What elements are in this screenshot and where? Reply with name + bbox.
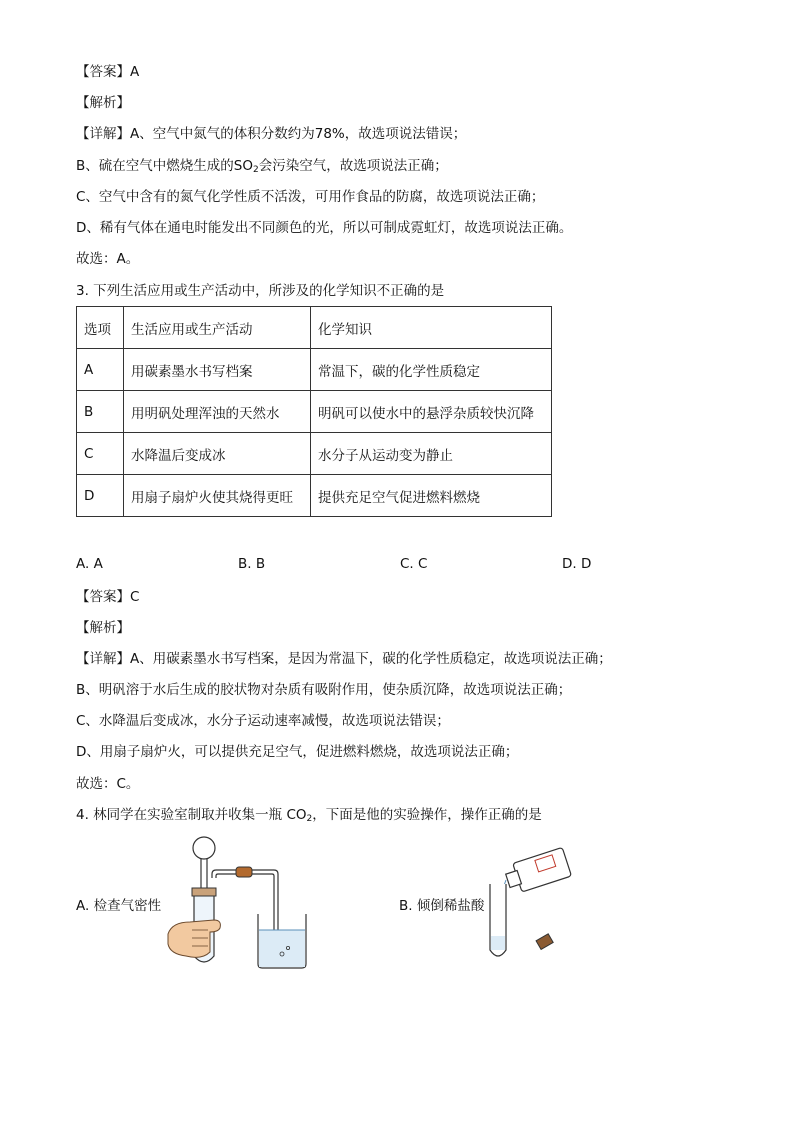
detail-line-d: D、稀有气体在通电时能发出不同颜色的光，所以可制成霓虹灯，故选项说法正确。 (76, 220, 573, 236)
analysis-heading: 【解析】 (76, 95, 130, 111)
question-3-stem: 3. 下列生活应用或生产活动中，所涉及的化学知识不正确的是 (76, 283, 445, 299)
table-cell: A (77, 349, 124, 391)
detail-label: 【详解】 (76, 126, 130, 142)
choice-a[interactable]: A. A (76, 556, 103, 572)
table-row (77, 475, 552, 517)
option-b-label[interactable]: B. 倾倒稀盐酸 (399, 898, 485, 914)
choice-d[interactable]: D. D (562, 556, 592, 572)
detail-b-sub: 2 (252, 165, 259, 175)
table-row (77, 391, 552, 433)
table-header: 生活应用或生产活动 (124, 307, 311, 349)
table-cell: B (77, 391, 124, 433)
option-a-label[interactable]: A. 检查气密性 (76, 898, 162, 914)
table-cell: 常温下，碳的化学性质稳定 (311, 349, 552, 391)
table-cell: 用碳素墨水书写档案 (124, 349, 311, 391)
analysis-heading-3: 【解析】 (76, 620, 130, 636)
pouring-acid-figure (486, 844, 576, 964)
detail-line-b (76, 156, 448, 180)
airtightness-apparatus-figure (162, 834, 312, 974)
detail-line-a (76, 124, 466, 144)
table-cell: 明矾可以使水中的悬浮杂质较快沉降 (311, 391, 552, 433)
table-row (77, 433, 552, 475)
table-cell: 用明矾处理浑浊的天然水 (124, 391, 311, 433)
choice-c[interactable]: C. C (400, 556, 428, 572)
detail-a-text: A、空气中氮气的体积分数约为78%，故选项说法错误； (130, 126, 467, 142)
detail-3a-text: A、用碳素墨水书写档案，是因为常温下，碳的化学性质稳定，故选项说法正确； (130, 651, 612, 667)
conclusion-3: 故选：C。 (76, 776, 140, 792)
detail-b-post: 会污染空气，故选项说法正确； (258, 158, 448, 174)
detail-line-c: C、空气中含有的氮气化学性质不活泼，可用作食品的防腐，故选项说法正确； (76, 189, 545, 205)
options-table (76, 306, 552, 517)
detail-b-pre: B、硫在空气中燃烧生成的SO (76, 158, 253, 174)
table-cell: 提供充足空气促进燃料燃烧 (311, 475, 552, 517)
conclusion: 故选：A。 (76, 251, 140, 267)
q4-stem-pre: 4. 林同学在实验室制取并收集一瓶 CO (76, 807, 307, 823)
answer-value: C (130, 589, 140, 605)
choice-b[interactable]: B. B (238, 556, 266, 572)
answer-label: 【答案】 (76, 64, 130, 80)
table-header: 选项 (77, 307, 124, 349)
detail-line-3d: D、用扇子扇炉火，可以提供充足空气，促进燃料燃烧，故选项说法正确； (76, 744, 519, 760)
table-cell: C (77, 433, 124, 475)
answer-label: 【答案】 (76, 589, 130, 605)
answer-line (76, 62, 139, 82)
table-header: 化学知识 (311, 307, 552, 349)
table-cell: 用扇子扇炉火使其烧得更旺 (124, 475, 311, 517)
detail-line-3a (76, 649, 612, 669)
table-header-row (77, 307, 552, 349)
detail-label: 【详解】 (76, 651, 130, 667)
q4-stem-post: ，下面是他的实验操作，操作正确的是 (312, 807, 542, 823)
answer-value: A (130, 64, 140, 80)
detail-line-3c: C、水降温后变成冰，水分子运动速率减慢，故选项说法错误； (76, 713, 450, 729)
detail-line-3b: B、明矾溶于水后生成的胶状物对杂质有吸附作用，使杂质沉降，故选项说法正确； (76, 682, 572, 698)
table-row (77, 349, 552, 391)
question-4-stem (76, 805, 542, 829)
table-cell: 水分子从运动变为静止 (311, 433, 552, 475)
answer-line-3 (76, 587, 139, 607)
q4-stem-sub: 2 (306, 814, 313, 824)
table-cell: 水降温后变成冰 (124, 433, 311, 475)
table-cell: D (77, 475, 124, 517)
